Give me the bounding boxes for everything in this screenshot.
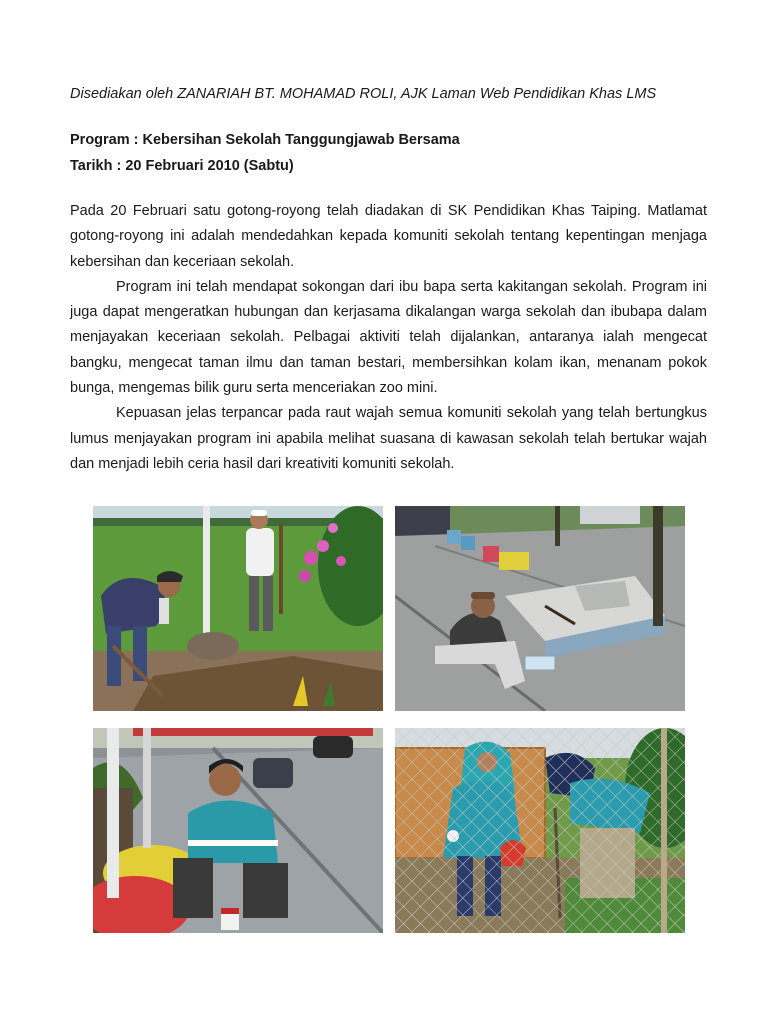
- photo-painting-pole-base: [93, 728, 383, 933]
- document-body: [70, 84, 707, 477]
- program-title: Program : Kebersihan Sekolah Tanggungjawab Bersama: [70, 132, 460, 148]
- report-text: [70, 199, 707, 477]
- paragraph-1: Pada 20 Februari satu gotong-royong telah diadakan di SK Pendidikan Khas Taiping. Matlamat gotong-royong ini adalah mendedahkan kepada komuniti sekolah tentang kepentingan menjaga kebersihan dan keceriaan sekolah.: [70, 203, 707, 270]
- paragraph-3: Kepuasan jelas terpancar pada raut wajah semua komuniti sekolah yang telah bertungkus lumus menjayakan program ini apabila melihat suasana di kawasan sekolah telah bertukar wajah dan menjadi lebih ceria hasil dari kreativiti komuniti sekolah.: [70, 405, 707, 472]
- photo-digging-garden: [93, 506, 383, 711]
- photo-grid: [93, 506, 685, 934]
- photo-painting-planter: [395, 506, 685, 711]
- paragraph-2: Program ini telah mendapat sokongan dari ibu bapa serta kakitangan sekolah. Program ini juga dapat mengeratkan hubungan dan kerjasama dikalangan warga sekolah dan ibubapa dalam menjayakan keceriaan sekolah. Pelbagai aktiviti telah dijalankan, antaranya ialah mengecat bangku, mengecat taman ilmu dan taman bestari, membersihkan kolam ikan, menanam pokok bunga, mengemas bilik guru serta menceriakan zoo mini.: [70, 278, 707, 397]
- author-byline: Disediakan oleh ZANARIAH BT. MOHAMAD ROLI, AJK Laman Web Pendidikan Khas LMS: [70, 86, 657, 102]
- program-header: [70, 127, 707, 179]
- photo-watering-plants: [395, 728, 685, 933]
- program-date: Tarikh : 20 Februari 2010 (Sabtu): [70, 158, 294, 174]
